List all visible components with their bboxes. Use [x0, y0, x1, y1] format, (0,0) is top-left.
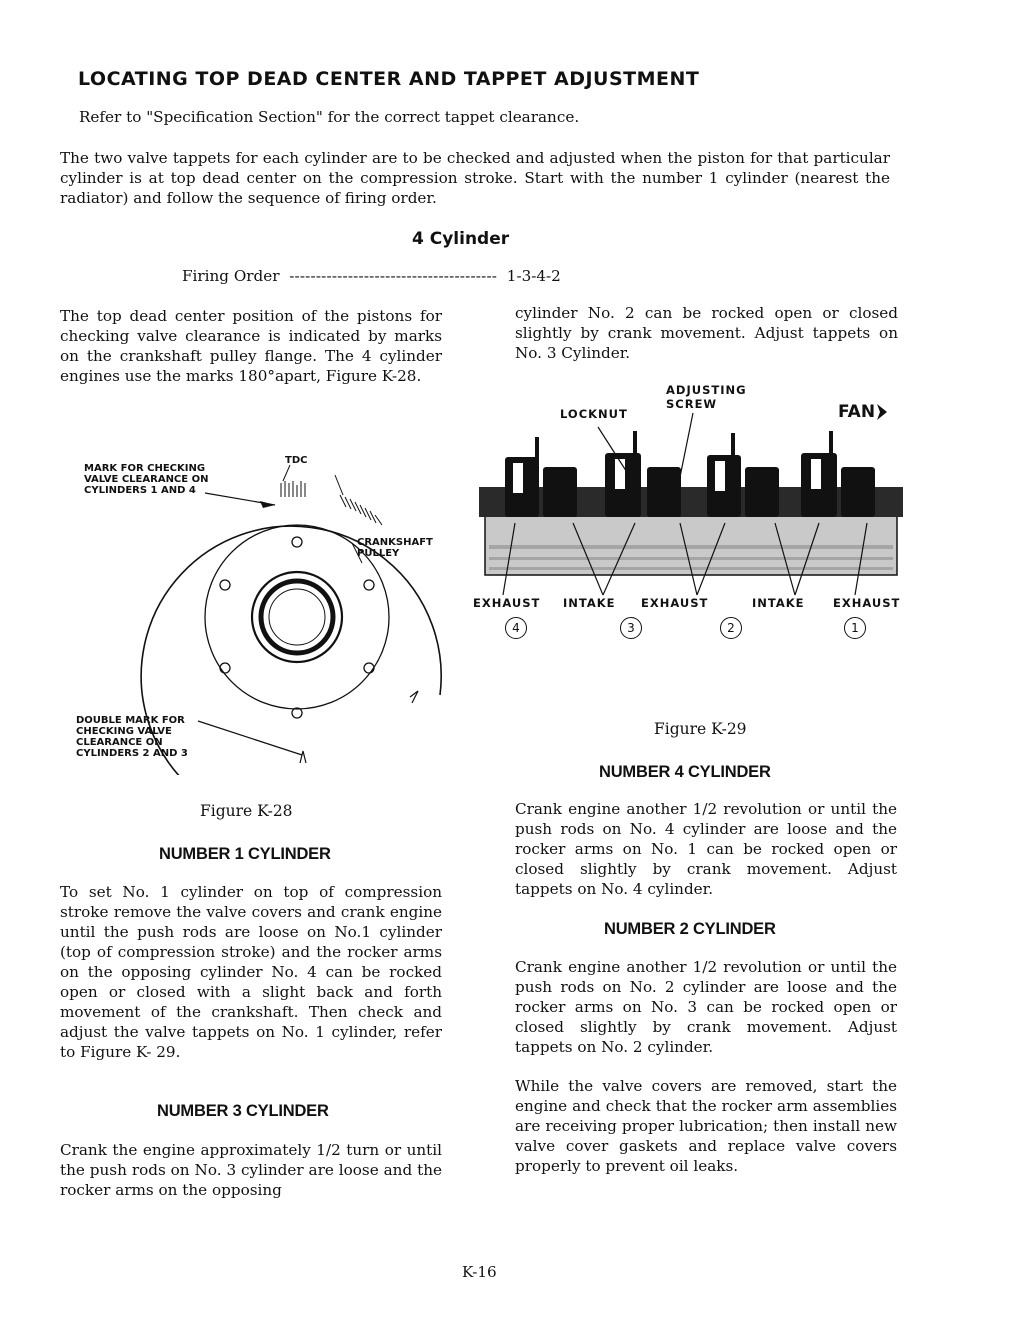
- subtitle: 4 Cylinder: [412, 229, 510, 249]
- number-4-cylinder-heading: NUMBER 4 CYLINDER: [599, 763, 771, 781]
- adjusting-screw-label: ADJUSTING SCREW: [666, 383, 747, 411]
- firing-order-line: [182, 266, 561, 286]
- mark-arrowhead: [260, 501, 275, 508]
- double-mark-label: DOUBLE MARK FOR CHECKING VALVE CLEARANCE ON CYLINDERS 2 AND 3: [76, 715, 188, 759]
- locknut-label: LOCKNUT: [560, 407, 628, 421]
- valve-label-intake-2-1: INTAKE: [752, 596, 805, 610]
- figure-k29-caption: Figure K-29: [654, 720, 747, 738]
- number-2-cylinder-text: Crank engine another 1/2 revolution or until the push rods on No. 2 cylinder are loose and the rocker arms on No. 3 can be rocked open or closed slightly by crank movement. Adjust tappets on No. 2 cylinder.: [515, 958, 897, 1056]
- tdc-timing-marks: [281, 481, 305, 497]
- firing-order-value: 1-3-4-2: [506, 267, 561, 285]
- tdc-label: TDC: [285, 455, 308, 466]
- cylinder-number-2: 2: [720, 617, 742, 639]
- fan-arrow-icon: [875, 402, 889, 422]
- pulley-bolt-hole: [220, 663, 230, 673]
- number-4-cylinder-text: Crank engine another 1/2 revolution or until the push rods on No. 4 cylinder are loose and the rocker arms on No. 1 can be rocked open or closed slightly by crank movement. Adjust tappets on No. 4 cylinder.: [515, 800, 897, 898]
- double-mark-leader-line: [198, 721, 302, 755]
- fan-label: FAN: [838, 402, 876, 422]
- pulley-bolt-hole: [292, 537, 302, 547]
- intro-paragraph-1: Refer to "Specification Section" for the correct tappet clearance.: [79, 108, 580, 126]
- valve-label-intake-4-3: INTAKE: [563, 596, 616, 610]
- degree-scale-marks: [340, 495, 382, 525]
- number-1-cylinder-text: To set No. 1 cylinder on top of compression stroke remove the valve covers and crank engine until the push rods are loose on No.1 cylinder (top of compression stroke) and the rocker arms on the opposing cylinder No. 4 can be rocked open or closed with a slight back and forth movement of the crankshaft. Then check and adjust the valve tappets on No. 1 cylinder, refer to Figure K- 29.: [60, 883, 442, 1061]
- cylinder-3-continued-paragraph: cylinder No. 2 can be rocked open or closed slightly by crank movement. Adjust tappets on No. 3 Cylinder.: [515, 304, 898, 362]
- mark-checking-label: MARK FOR CHECKING VALVE CLEARANCE ON CYLINDERS 1 AND 4: [84, 463, 209, 496]
- double-mark-notch: [300, 751, 306, 763]
- closing-paragraph: While the valve covers are removed, start the engine and check that the rocker arm assemblies are receiving proper lubrication; then install new valve cover gaskets and replace valve covers properly to prevent oil leaks.: [515, 1077, 897, 1175]
- crankshaft-pulley-label: CRANKSHAFT PULLEY: [357, 537, 433, 559]
- valve-label-exhaust-4: EXHAUST: [473, 596, 541, 610]
- pulley-bolt-hole: [364, 580, 374, 590]
- scale-leader-line: [335, 475, 343, 495]
- pulley-bolt-hole: [364, 663, 374, 673]
- cylinder-number-4: 4: [505, 617, 527, 639]
- fan-direction-label: [838, 402, 889, 422]
- tdc-leader-line: [283, 465, 290, 481]
- pulley-keyway: [269, 589, 325, 645]
- intro-paragraph-2: The two valve tappets for each cylinder are to be checked and adjusted when the piston for that particular cylinder is at top dead center on the compression stroke. Start with the number 1 cylinder (nearest the radiator) and follow the sequence of firing order.: [60, 149, 890, 207]
- rocker-shaft: [479, 487, 903, 517]
- pulley-center-ring: [252, 572, 342, 662]
- valve-rocker-figure: [475, 395, 905, 610]
- rim-mark: [410, 691, 418, 703]
- cylinder-number-3: 3: [620, 617, 642, 639]
- figure-k28-caption: Figure K-28: [200, 802, 293, 820]
- number-3-cylinder-heading: NUMBER 3 CYLINDER: [157, 1102, 329, 1120]
- page-title: LOCATING TOP DEAD CENTER AND TAPPET ADJUSTMENT: [78, 68, 700, 90]
- pulley-bolt-hole: [220, 580, 230, 590]
- number-2-cylinder-heading: NUMBER 2 CYLINDER: [604, 920, 776, 938]
- pulley-bore: [261, 581, 333, 653]
- number-1-cylinder-heading: NUMBER 1 CYLINDER: [159, 845, 331, 863]
- tdc-paragraph: The top dead center position of the pistons for checking valve clearance is indicated by marks on the crankshaft pulley flange. The 4 cylinder engines use the marks 180°apart, Figure K-28.: [60, 307, 442, 385]
- cylinder-number-1: 1: [844, 617, 866, 639]
- valve-label-exhaust-1: EXHAUST: [833, 596, 901, 610]
- firing-order-dashes: ---------------------------------------: [289, 267, 498, 285]
- firing-order-label: Firing Order: [182, 267, 280, 285]
- number-3-cylinder-text: Crank the engine approximately 1/2 turn or until the push rods on No. 3 cylinder are loose and the rocker arms on the opposing: [60, 1141, 442, 1199]
- page-number: K-16: [462, 1263, 497, 1281]
- valve-label-exhaust-3-2: EXHAUST: [641, 596, 709, 610]
